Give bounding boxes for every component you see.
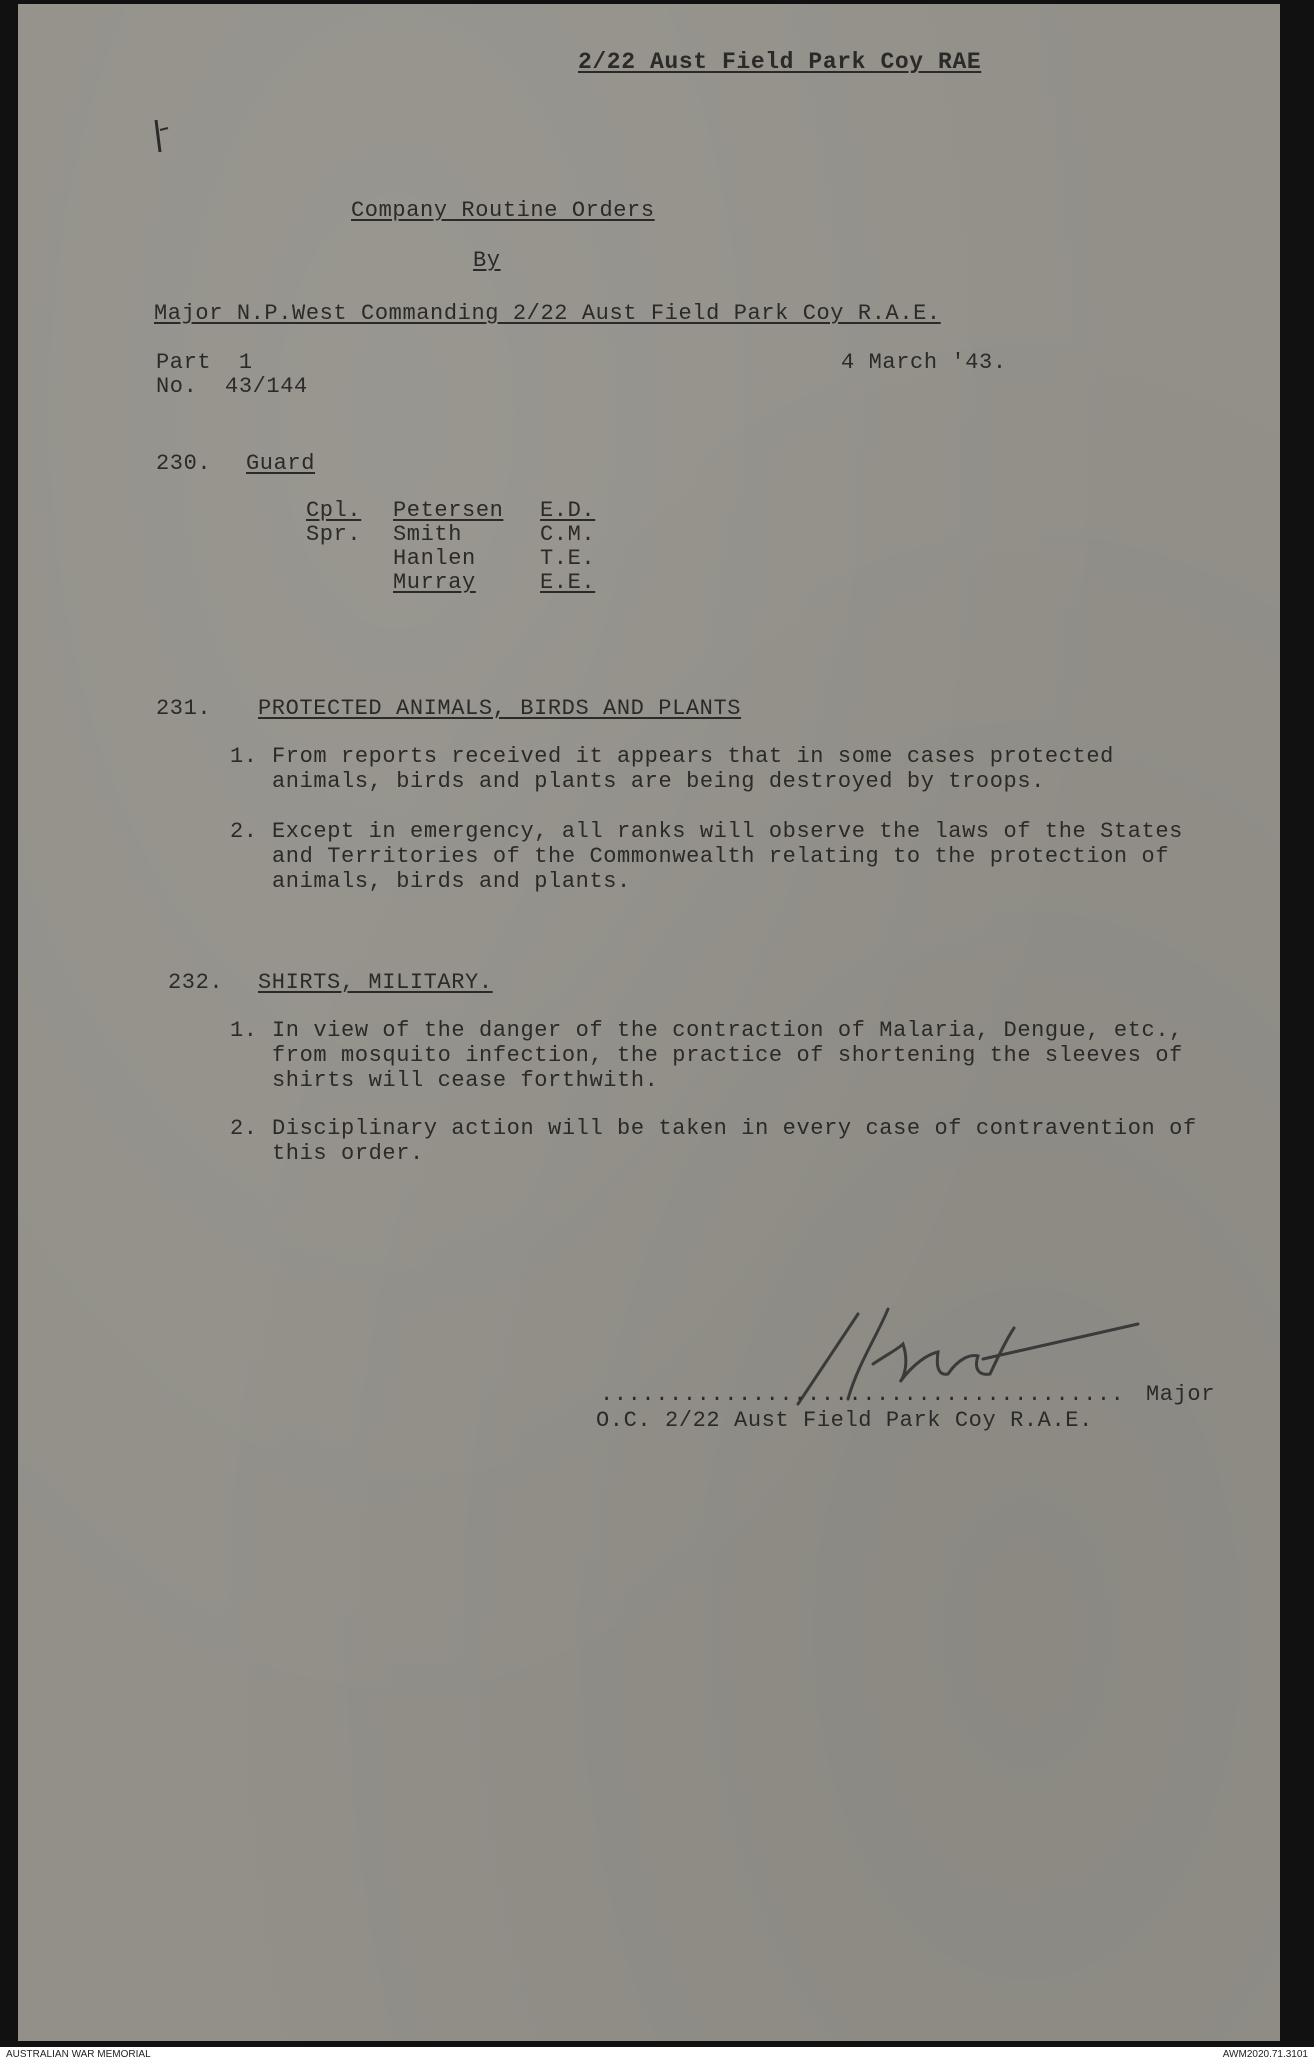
- roster-initials: E.E.: [540, 570, 596, 595]
- roster-name: Petersen: [393, 498, 504, 523]
- paragraph-number: 1.: [230, 1018, 258, 1043]
- roster-initials: C.M.: [540, 522, 596, 547]
- section-230-number: 230.: [156, 451, 212, 476]
- archive-credit: AUSTRALIAN WAR MEMORIAL: [6, 2049, 151, 2060]
- roster-name: Hanlen: [393, 546, 476, 571]
- pencil-mark: [150, 116, 174, 156]
- section-230-heading: Guard: [246, 451, 316, 476]
- paragraph-text: From reports received it appears that in some cases protected animals, birds and plants are being destroyed by troops.: [272, 744, 1114, 794]
- part-number: Part 1: [156, 350, 253, 375]
- archive-reference: AWM2020.71.3101: [1222, 2049, 1308, 2060]
- paragraph-text: Except in emergency, all ranks will observe the laws of the States and Territories of the Commonwealth relating to the protection of animals, birds and plants.: [272, 819, 1183, 894]
- order-date: 4 March '43.: [841, 350, 1007, 375]
- by-line: By: [473, 248, 501, 273]
- order-number: No. 43/144: [156, 374, 308, 399]
- roster-rank: Spr.: [306, 522, 362, 547]
- roster-rank: Cpl.: [306, 498, 362, 523]
- document-title: Company Routine Orders: [351, 198, 655, 223]
- paragraph-text: In view of the danger of the contraction of Malaria, Dengue, etc., from mosquito infection, the practice of shortening the sleeves of shirts will cease forthwith.: [272, 1018, 1183, 1093]
- paragraph-number: 1.: [230, 744, 258, 769]
- document-page: [18, 4, 1280, 2041]
- signature-rank: Major: [1146, 1382, 1216, 1407]
- section-231-heading: PROTECTED ANIMALS, BIRDS AND PLANTS: [258, 696, 742, 721]
- section-231-number: 231.: [156, 696, 212, 721]
- paragraph-text: Disciplinary action will be taken in every case of contravention of this order.: [272, 1116, 1197, 1166]
- paragraph-number: 2.: [230, 1116, 258, 1141]
- roster-initials: T.E.: [540, 546, 596, 571]
- signature-dots: ......................................: [600, 1382, 1125, 1407]
- roster-initials: E.D.: [540, 498, 596, 523]
- roster-name: Murray: [393, 570, 476, 595]
- paragraph-number: 2.: [230, 819, 258, 844]
- section-232-number: 232.: [168, 970, 224, 995]
- commander-line: Major N.P.West Commanding 2/22 Aust Field Park Coy R.A.E.: [154, 301, 941, 326]
- unit-header: 2/22 Aust Field Park Coy RAE: [578, 49, 982, 75]
- roster-name: Smith: [393, 522, 463, 547]
- section-232-heading: SHIRTS, MILITARY.: [258, 970, 493, 995]
- signature-office: O.C. 2/22 Aust Field Park Coy R.A.E.: [596, 1408, 1093, 1433]
